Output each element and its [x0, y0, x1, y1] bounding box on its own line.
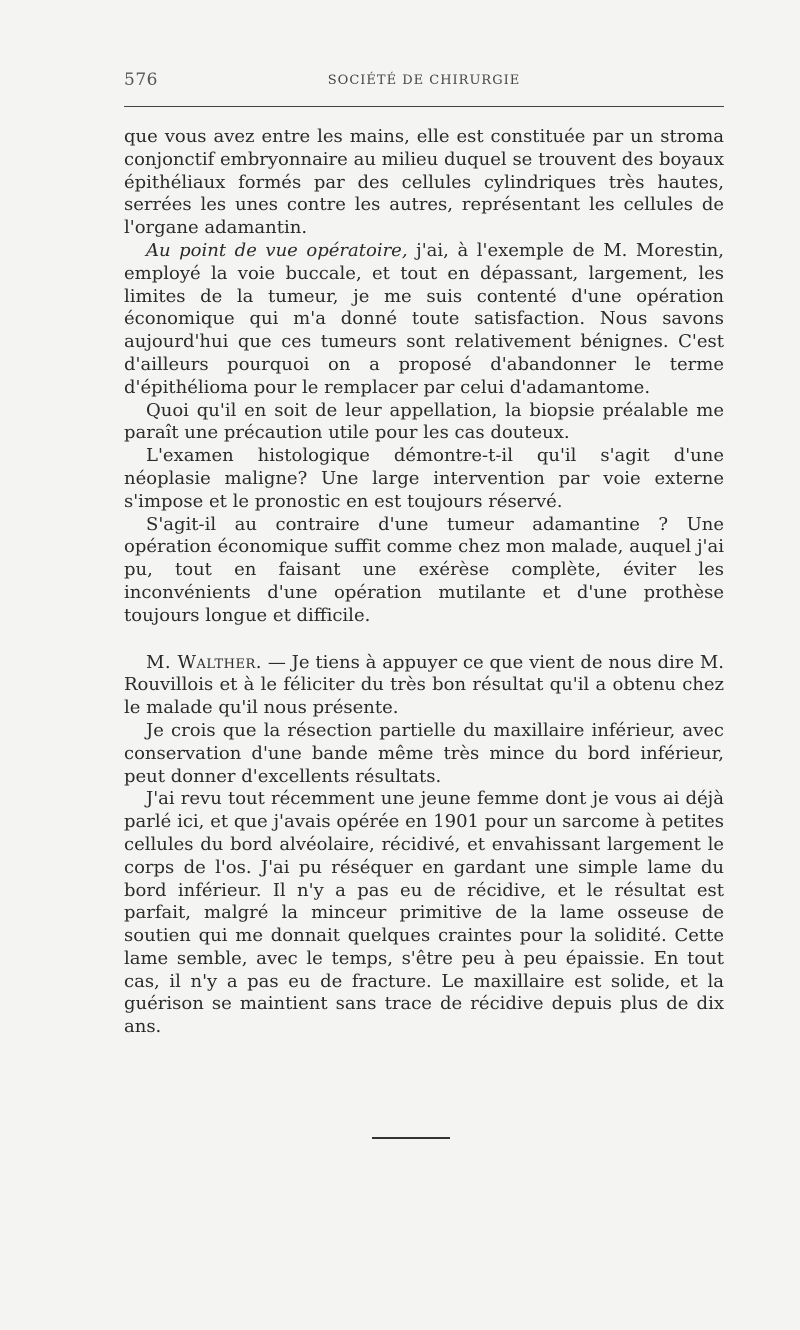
paragraph-text: j'ai, à l'exemple de M. Morestin, employé la voie buccale, et tout en dépassant, largement, les limites de la tumeur, je me suis contenté d'une opération économique qui m'a donné toute satisfaction. Nous savons aujourd'hui que ces tumeurs sont relativement bénignes. C'est d'ailleurs pourquoi on a proposé d'abandonner le terme d'épithélioma pour le remplacer par celui d'adamantome. [124, 239, 724, 398]
section-end-rule [372, 1137, 450, 1139]
paragraph-histology: L'examen histologique démontre-t-il qu'il s'agit d'une néoplasie maligne? Une large intervention par voie externe s'impose et le pronostic en est toujours réservé. [124, 445, 724, 512]
speaker-name: M. Walther. [146, 651, 262, 673]
header-rule [124, 106, 724, 107]
paragraph-biopsy: Quoi qu'il en soit de leur appellation, la biopsie préalable me paraît une précaution utile pour les cas douteux. [124, 399, 724, 444]
paragraph-resection: Je crois que la résection partielle du maxillaire inférieur, avec conservation d'une bande même très mince du bord inférieur, peut donner d'excellents résultats. [124, 719, 724, 787]
page-number: 576 [124, 70, 158, 90]
body-text [124, 126, 724, 1039]
italic-phrase: Au point de vue opératoire, [146, 239, 408, 261]
paragraph-case-report: J'ai revu tout récemment une jeune femme dont je vous ai déjà parlé ici, et que j'avais opérée en 1901 pour un sarcome à petites cellules du bord alvéolaire, récidivé, et envahissant largement le corps de l'os. J'ai pu réséquer en gardant une simple lame du bord inférieur. Il n'y a pas eu de récidive, et le résultat est parfait, malgré la minceur primitive de la lame osseuse de soutien qui me donnait quelques craintes pour la solidité. Cette lame semble, avec le temps, s'être peu à peu épaissie. En tout cas, il n'y a pas eu de fracture. Le maxillaire est solide, et la guérison se maintient sans trace de récidive depuis plus de dix ans. [124, 788, 724, 1038]
page-header [124, 70, 724, 94]
paragraph-walther [124, 652, 724, 720]
section-gap [124, 628, 724, 652]
paragraph-operative-approach [124, 240, 724, 400]
paragraph-continuation: que vous avez entre les mains, elle est constituée par un stroma conjonctif embryonnaire au milieu duquel se trouvent des boyaux épithéliaux formés par des cellules cylindriques très hautes, serrées les unes contre les autres, représentant les cellules de l'organe adamantin. [124, 126, 724, 239]
paragraph-text: — Je tiens à appuyer ce que vient de nous dire M. Rouvillois et à le féliciter du très bon résultat qu'il a obtenu chez le malade qu'il nous présente. [124, 651, 724, 719]
running-head: SOCIÉTÉ DE CHIRURGIE [327, 73, 521, 88]
paragraph-adamantine: S'agit-il au contraire d'une tumeur adamantine ? Une opération économique suffit comme chez mon malade, auquel j'ai pu, tout en faisant une exérèse complète, éviter les inconvénients d'une opération mutilante et d'une prothèse toujours longue et difficile. [124, 513, 724, 626]
